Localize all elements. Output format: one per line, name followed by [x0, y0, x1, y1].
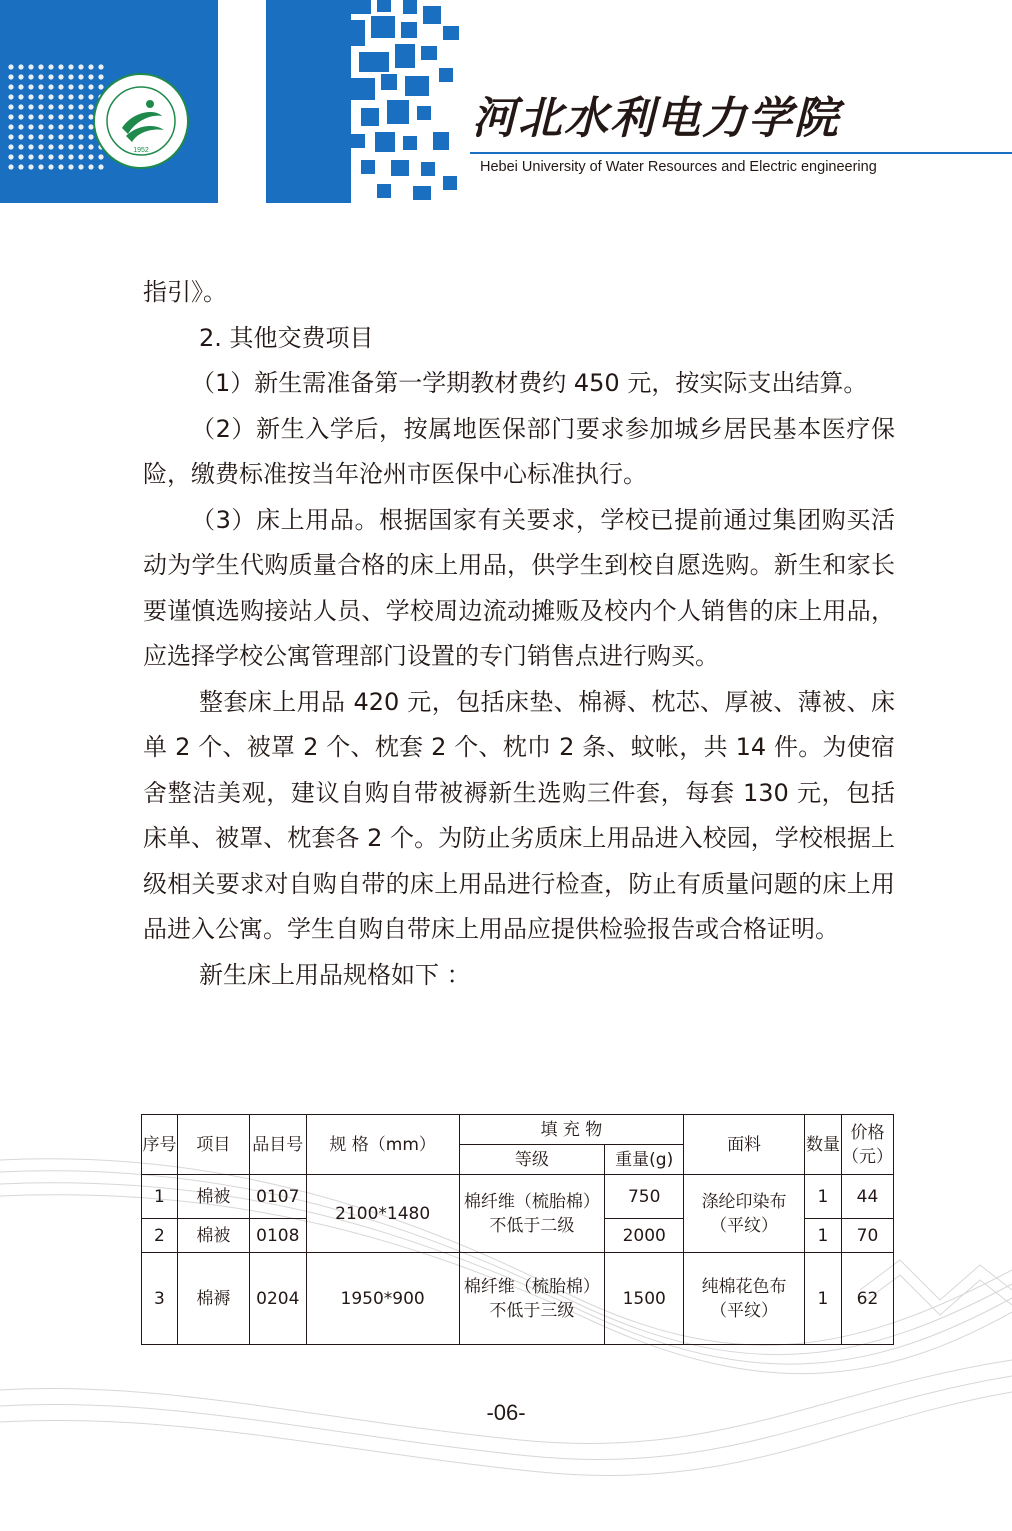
paragraph-guide-end: 指引》。 — [143, 278, 227, 306]
cell-seq: 1 — [142, 1175, 178, 1219]
header-filling: 填 充 物 — [459, 1115, 684, 1145]
table-row — [142, 1175, 894, 1219]
paragraph-bedding: （3）床上用品。根据国家有关要求，学校已提前通过集团购买活动为学生代购质量合格的床上用品，供学生到校自愿选购。新生和家长要谨慎选购接站人员、学校周边流动摊贩及校内个人销售的床上用品，应选择学校公寓管理部门设置的专门销售点进行购买。 — [143, 505, 895, 670]
cell-weight: 2000 — [605, 1219, 684, 1253]
header-gap — [223, 0, 263, 203]
main-content — [143, 270, 895, 998]
cell-spec: 1950*900 — [306, 1253, 459, 1345]
paragraph-spec-intro: 新生床上用品规格如下 ： — [199, 960, 471, 989]
cell-grade: 棉纤维（梳胎棉）不低于三级 — [459, 1253, 605, 1345]
cell-qty: 1 — [804, 1253, 841, 1345]
cell-weight: 1500 — [605, 1253, 684, 1345]
cell-fabric: 涤纶印染布（平纹） — [684, 1175, 805, 1253]
cell-item: 棉褥 — [177, 1253, 249, 1345]
header-qty: 数量 — [804, 1115, 841, 1175]
bedding-spec-table — [141, 1114, 894, 1345]
header-code: 品目号 — [249, 1115, 306, 1175]
logo-year: 1952 — [133, 147, 149, 154]
section-heading-other-fees: 2. 其他交费项目 — [199, 323, 374, 352]
cell-qty: 1 — [804, 1219, 841, 1253]
cell-price: 70 — [841, 1219, 893, 1253]
header-dot-pattern — [6, 62, 104, 170]
school-name-chinese: 河北水利电力学院 — [472, 93, 840, 144]
paragraph-medical-insurance: （2）新生入学后，按属地医保部门要求参加城乡居民基本医疗保险，缴费标准按当年沧州市医保中心标准执行。 — [143, 414, 895, 488]
cell-seq: 2 — [142, 1219, 178, 1253]
cell-weight: 750 — [605, 1175, 684, 1219]
header-seq: 序号 — [142, 1115, 178, 1175]
page-number: -06- — [486, 1400, 526, 1425]
cell-seq: 3 — [142, 1253, 178, 1345]
header-fabric: 面料 — [684, 1115, 805, 1175]
header-blue-panel-middle — [266, 0, 351, 203]
header-grade: 等级 — [459, 1145, 605, 1175]
header-price: 价格（元） — [841, 1115, 893, 1175]
cell-code: 0108 — [249, 1219, 306, 1253]
cell-grade: 棉纤维（梳胎棉）不低于二级 — [459, 1175, 605, 1253]
header-spec: 规 格（mm） — [306, 1115, 459, 1175]
cell-code: 0204 — [249, 1253, 306, 1345]
cell-spec: 2100*1480 — [306, 1175, 459, 1253]
paragraph-bedding-set: 整套床上用品 420 元，包括床垫、棉褥、枕芯、厚被、薄被、床单 2 个、被罩 2 个、枕套 2 个、枕巾 2 条、蚊帐，共 14 件。为使宿舍整洁美观，建议自购自带被褥新生选购三件套，每套 130 元，包括床单、被罩、枕套各 2 个。为防止劣质床上用品进入校园，学校根据上级相关要求对自购自带的床上用品进行检查，防止有质量问题的床上用品进入公寓。学生自购自带床上用品应提供检验报告或合格证明。 — [143, 687, 895, 943]
cell-qty: 1 — [804, 1175, 841, 1219]
cell-item: 棉被 — [177, 1219, 249, 1253]
header-weight: 重量(g) — [605, 1145, 684, 1175]
paragraph-textbook-fee: （1）新生需准备第一学期教材费约 450 元，按实际支出结算。 — [191, 369, 868, 397]
header-item: 项目 — [177, 1115, 249, 1175]
cell-price: 62 — [841, 1253, 893, 1345]
cell-fabric: 纯棉花色布（平纹） — [684, 1253, 805, 1345]
school-name-english: Hebei University of Water Resources and Electric engineering — [480, 159, 877, 175]
table-row — [142, 1253, 894, 1345]
cell-code: 0107 — [249, 1175, 306, 1219]
header-mosaic-pattern — [351, 0, 463, 203]
school-logo — [92, 72, 190, 170]
cell-price: 44 — [841, 1175, 893, 1219]
header-divider-line — [470, 152, 1012, 154]
cell-item: 棉被 — [177, 1175, 249, 1219]
